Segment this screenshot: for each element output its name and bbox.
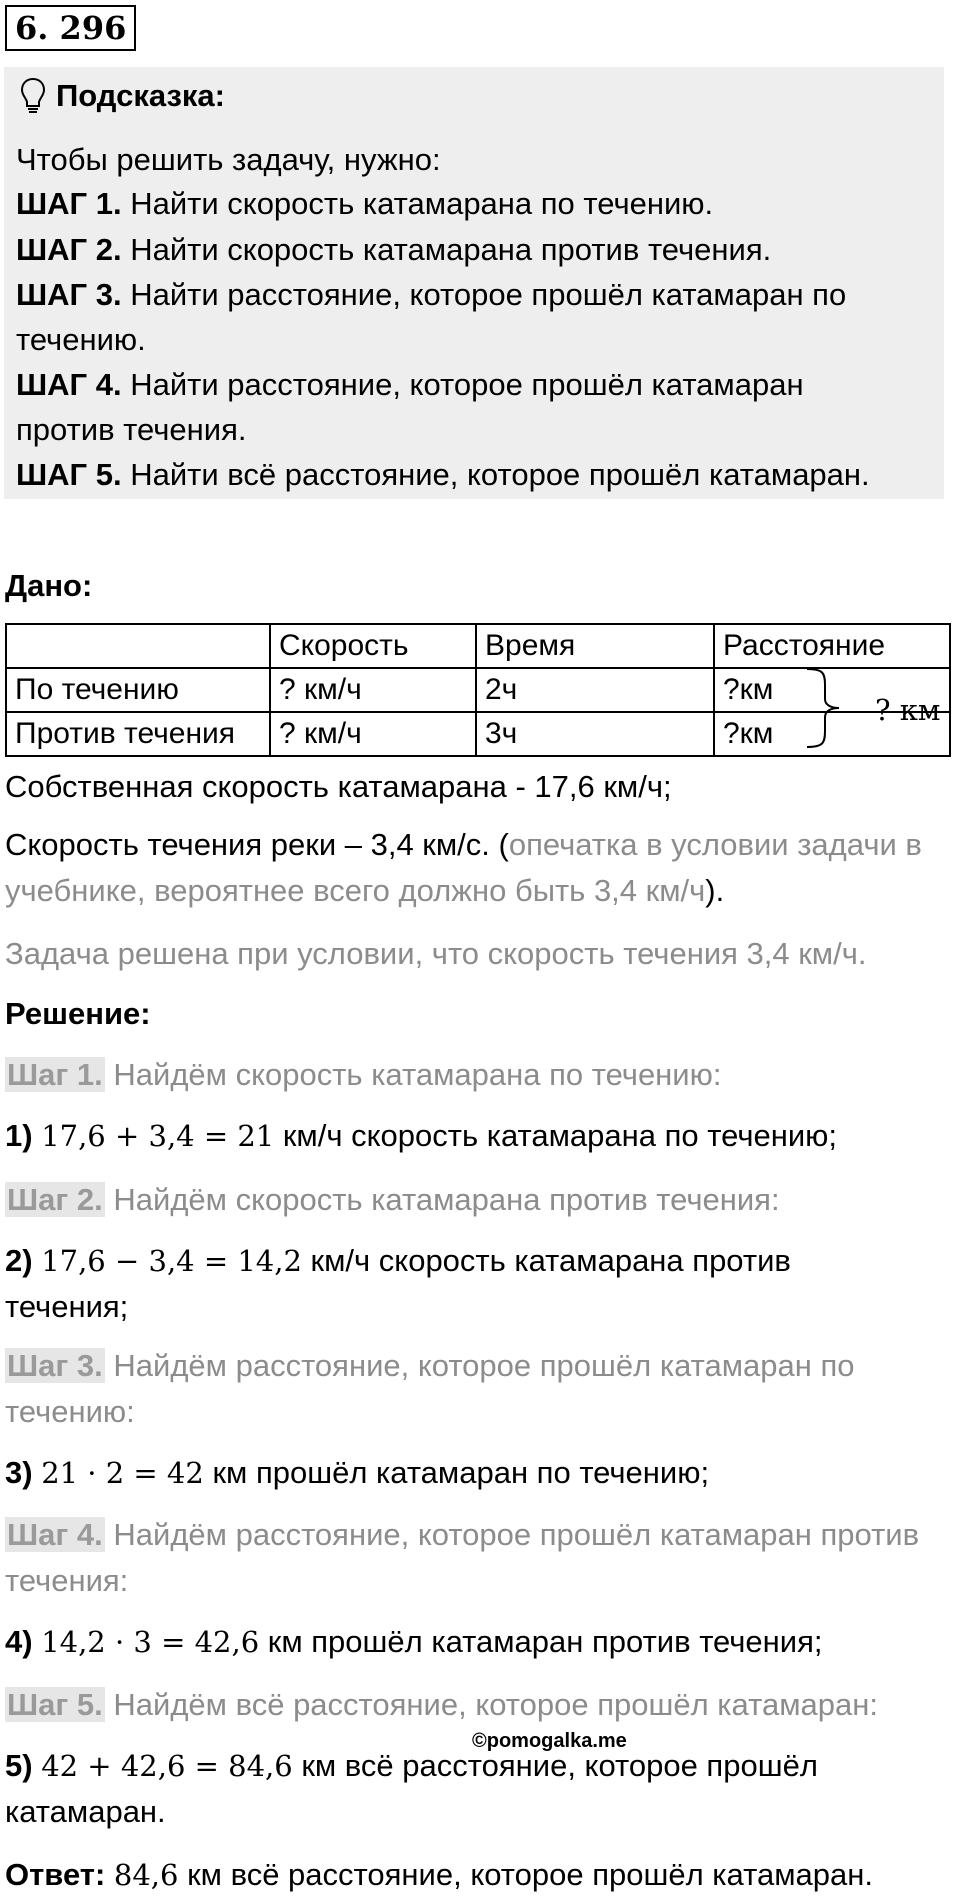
solution-step-3-calc: 3) 21 · 2 = 42 км прошёл катамаран по течению; bbox=[5, 1455, 710, 1490]
answer: Ответ: 84,6 км всё расстояние, которое прошёл катамаран. bbox=[5, 1857, 873, 1892]
table-cell: Время bbox=[476, 624, 714, 668]
hint-title bbox=[20, 74, 225, 118]
solution-step-3-desc: Шаг 3. Найдём расстояние, которое прошёл катамаран по bbox=[7, 1348, 855, 1383]
solution-step-1-desc: Шаг 1. Найдём скорость катамарана по течению: bbox=[7, 1057, 722, 1092]
table-cell bbox=[6, 624, 270, 668]
hint-step-2: ШАГ 2. Найти скорость катамарана против течения. bbox=[16, 232, 772, 267]
curly-brace-icon bbox=[805, 665, 865, 751]
solution-step-2-calc-cont: течения; bbox=[5, 1289, 129, 1324]
hint-step-3: ШАГ 3. Найти расстояние, которое прошёл катамаран по bbox=[16, 277, 847, 312]
river-speed: Скорость течения реки – 3,4 км/с. (опечатка в условии задачи в bbox=[5, 827, 922, 862]
hint-step-5: ШАГ 5. Найти всё расстояние, которое прошёл катамаран. bbox=[16, 457, 870, 492]
watermark: ©pomogalka.me bbox=[472, 1730, 627, 1752]
given-title: Дано: bbox=[5, 568, 93, 603]
own-speed: Собственная скорость катамарана - 17,6 км/ч; bbox=[5, 769, 672, 804]
solution-step-5-calc: 5) 42 + 42,6 = 84,6 км всё расстояние, которое прошёл bbox=[5, 1748, 818, 1783]
hint-step-4: ШАГ 4. Найти расстояние, которое прошёл катамаран bbox=[16, 367, 804, 402]
lightbulb-icon bbox=[20, 77, 46, 115]
table-cell: ? км/ч bbox=[270, 712, 476, 756]
hint-intro: Чтобы решить задачу, нужно: bbox=[16, 142, 441, 177]
table-cell: 3ч bbox=[476, 712, 714, 756]
table-cell: 2ч bbox=[476, 668, 714, 712]
assumption: Задача решена при условии, что скорость течения 3,4 км/ч. bbox=[5, 936, 867, 971]
table-cell: Расстояние bbox=[714, 624, 950, 668]
solution-step-1-calc: 1) 17,6 + 3,4 = 21 км/ч скорость катамарана по течению; bbox=[5, 1118, 838, 1153]
hint-step-1: ШАГ 1. Найти скорость катамарана по течению. bbox=[16, 186, 714, 221]
table-cell: ? км/ч bbox=[270, 668, 476, 712]
table-cell: Скорость bbox=[270, 624, 476, 668]
table-cell: По течению bbox=[6, 668, 270, 712]
solution-step-2-desc: Шаг 2. Найдём скорость катамарана против течения: bbox=[7, 1182, 780, 1217]
hint-title-text: Подсказка: bbox=[56, 78, 225, 113]
solution-step-4-desc-cont: течения: bbox=[5, 1563, 129, 1598]
problem-number: 6. 296 bbox=[5, 5, 136, 51]
hint-step-3-cont: течению. bbox=[16, 322, 146, 357]
solution-title: Решение: bbox=[5, 996, 151, 1031]
solution-step-4-desc: Шаг 4. Найдём расстояние, которое прошёл катамаран против bbox=[7, 1517, 920, 1552]
solution-step-3-desc-cont: течению: bbox=[5, 1394, 135, 1429]
solution-step-4-calc: 4) 14,2 · 3 = 42,6 км прошёл катамаран против течения; bbox=[5, 1624, 823, 1659]
river-note-cont: учебнике, вероятнее всего должно быть 3,4 км/ч). bbox=[5, 873, 725, 908]
solution-step-2-calc: 2) 17,6 − 3,4 = 14,2 км/ч скорость катамарана против bbox=[5, 1243, 791, 1278]
solution-step-5-desc: Шаг 5. Найдём всё расстояние, которое прошёл катамаран: bbox=[7, 1687, 878, 1722]
table-cell: Против течения bbox=[6, 712, 270, 756]
table-header-row bbox=[6, 624, 950, 668]
solution-step-5-calc-cont: катамаран. bbox=[5, 1794, 166, 1829]
table-cell: ?км bbox=[714, 712, 950, 756]
hint-step-4-cont: против течения. bbox=[16, 412, 247, 447]
total-distance: ? км bbox=[875, 693, 941, 727]
table-cell: ?км bbox=[714, 668, 950, 712]
